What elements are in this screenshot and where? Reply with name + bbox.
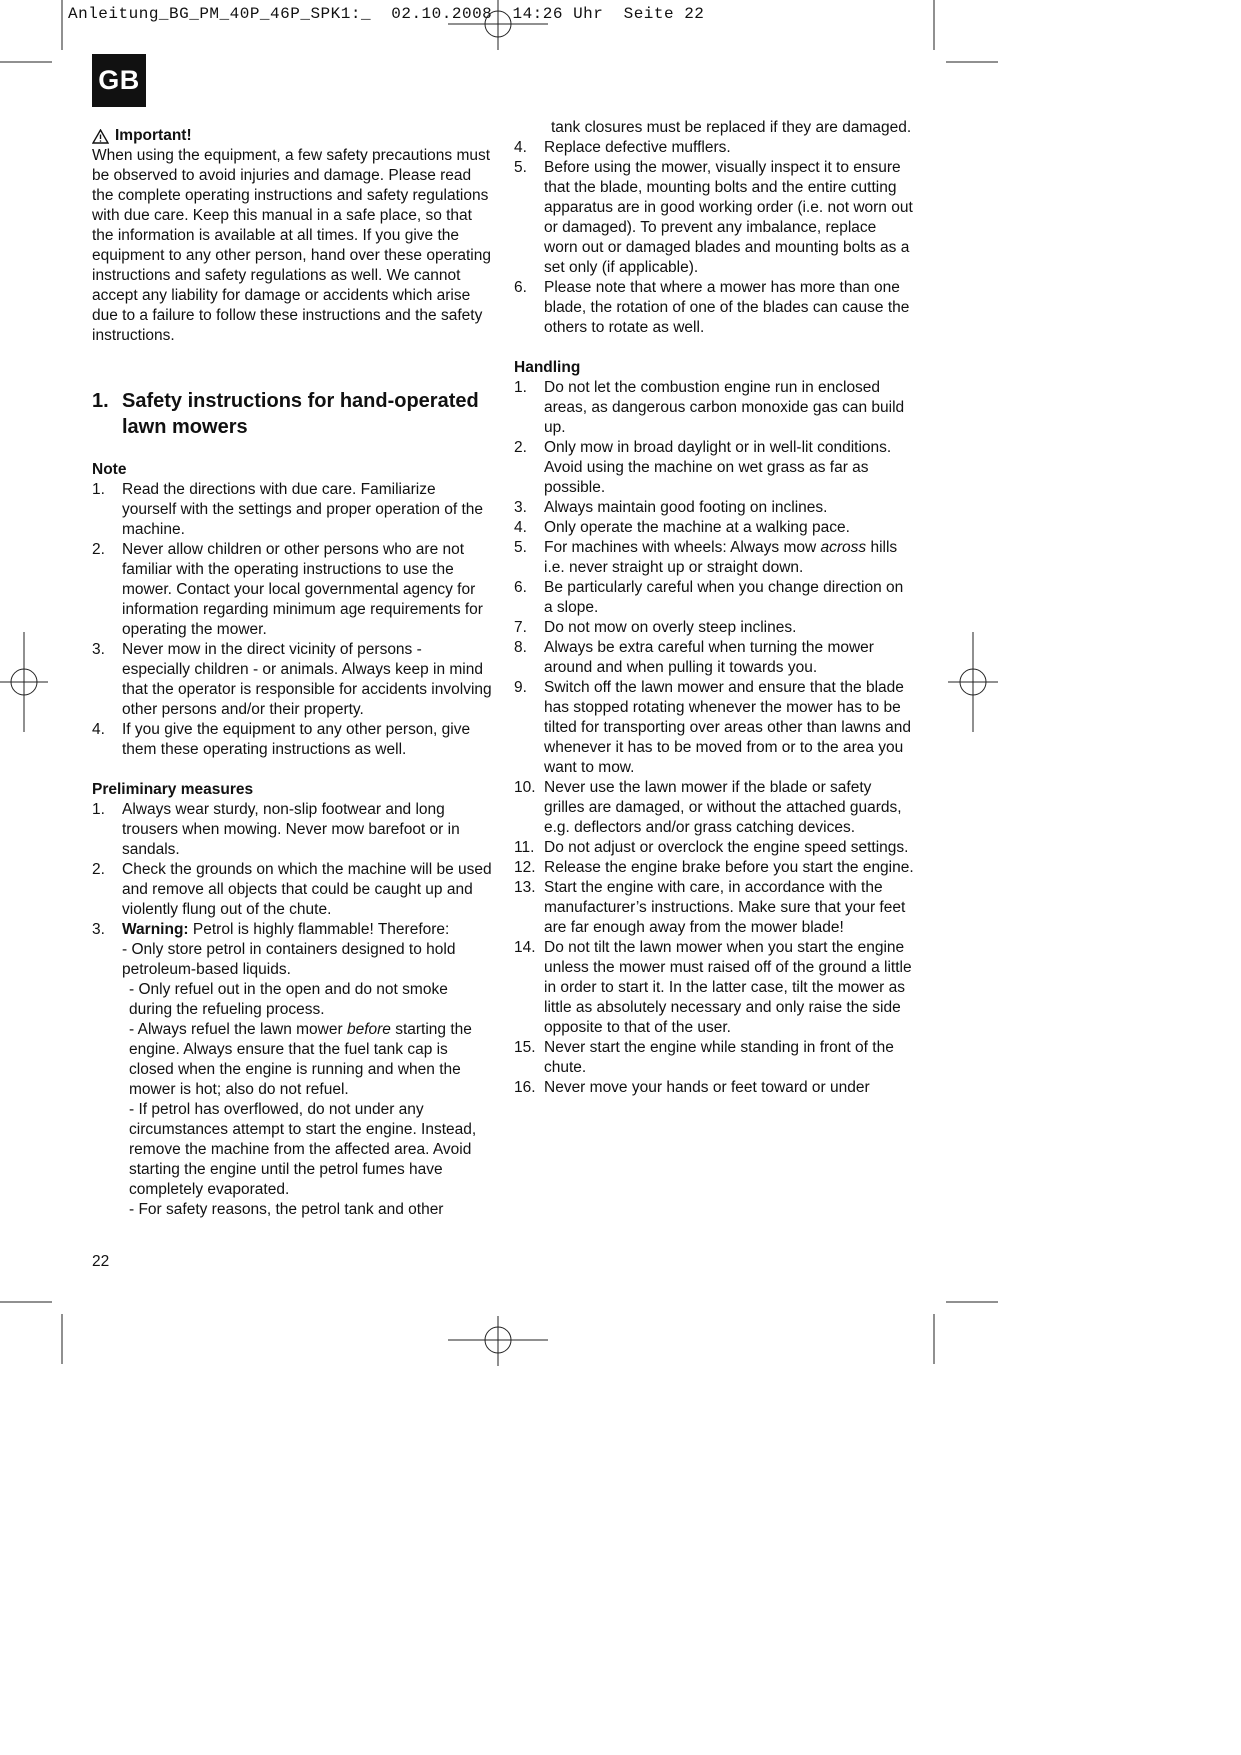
list-item	[92, 540, 492, 640]
item-text: Replace defective mufflers.	[544, 139, 731, 156]
item-number: 12.	[514, 859, 536, 876]
important-text: When using the equipment, a few safety precautions must be observed to avoid injuries and damage. Please read the complete operating instructions and safety regulations with due care. Keep this manual in a safe place, so that the information is available at all times. If you give the equipment to any other person, hand over these operating instructions and safety regulations as well. We cannot accept any liability for damage or accidents which arise due to a failure to follow these instructions and the safety instructions.	[92, 147, 491, 344]
item-text: Do not adjust or overclock the engine speed settings.	[544, 839, 909, 856]
note-list	[92, 480, 492, 760]
list-item	[514, 638, 914, 678]
list-item	[514, 498, 914, 518]
item-text: Check the grounds on which the machine will be used and remove all objects that could be caught up and violently flung out of the chute.	[122, 861, 492, 918]
list-item	[514, 618, 914, 638]
handling-heading: Handling	[514, 359, 581, 376]
item-text	[544, 538, 914, 578]
item-number: 3.	[92, 641, 105, 658]
dash-item-continued: tank closures must be replaced if they are damaged.	[551, 119, 912, 136]
registration-mark-left	[0, 632, 48, 732]
list-item	[92, 640, 492, 720]
list-item	[514, 538, 914, 578]
item-text: Only operate the machine at a walking pace.	[544, 519, 850, 536]
item-text: Please note that where a mower has more than one blade, the rotation of one of the blades can cause the others to rotate as well.	[544, 279, 910, 336]
item-number: 2.	[514, 439, 527, 456]
section-number: 1.	[92, 390, 109, 412]
preliminary-heading: Preliminary measures	[92, 781, 254, 798]
section-heading	[92, 388, 492, 440]
item-text: Start the engine with care, in accordance with the manufacturer’s instructions. Make sure that your feet are far enough away from the mower blade!	[544, 879, 906, 936]
preliminary-list-continued	[514, 138, 914, 338]
dash-text: starting the engine. Always ensure that the fuel tank cap is closed when the engine is running and when the mower is hot; also do not refuel.	[129, 1021, 472, 1098]
list-item	[514, 858, 914, 878]
item-number: 1.	[92, 801, 105, 818]
handling-list	[514, 378, 914, 1098]
registration-mark-bottom	[448, 1316, 548, 1366]
item-number: 13.	[514, 879, 536, 896]
item-text: Only mow in broad daylight or in well-lit conditions. Avoid using the machine on wet grass as far as possible.	[544, 439, 892, 496]
dash-item: - For safety reasons, the petrol tank and other	[129, 1201, 444, 1218]
preliminary-list	[92, 800, 492, 1220]
list-item	[514, 438, 914, 498]
dash-item	[122, 1020, 492, 1100]
item-text: Before using the mower, visually inspect it to ensure that the blade, mounting bolts and the entire cutting apparatus are in good working order (i.e. not worn out or damaged). To prevent any imbalance, replace worn out or damaged blades and mounting bolts as a set only (if applicable).	[544, 159, 913, 276]
item-number: 3.	[514, 499, 527, 516]
dash-item: - Only refuel out in the open and do not smoke during the refueling process.	[129, 981, 448, 1018]
item-text: Always maintain good footing on inclines.	[544, 499, 828, 516]
item-number: 4.	[92, 721, 105, 738]
list-item	[514, 158, 914, 278]
item-text: Never use the lawn mower if the blade or safety grilles are damaged, or without the attached guards, e.g. deflectors and/or grass catching devices.	[544, 779, 902, 836]
item-text: Never move your hands or feet toward or under	[544, 1079, 870, 1096]
item-text: Do not mow on overly steep inclines.	[544, 619, 797, 636]
warning-triangle-icon	[92, 129, 109, 144]
list-item	[514, 518, 914, 538]
item-text	[122, 920, 492, 1220]
list-item	[92, 720, 492, 760]
left-column	[92, 126, 492, 1220]
item-text-italic: across	[820, 539, 867, 556]
item-number: 7.	[514, 619, 527, 636]
item-text: Always wear sturdy, non-slip footwear and long trousers when mowing. Never mow barefoot or in sandals.	[122, 801, 460, 858]
item-number: 6.	[514, 579, 527, 596]
list-item	[514, 838, 914, 858]
item-number: 3.	[92, 921, 105, 938]
dash-text: - Always refuel the lawn mower	[129, 1021, 347, 1038]
item-number: 2.	[92, 861, 105, 878]
item-number: 16.	[514, 1079, 536, 1096]
list-item	[514, 878, 914, 938]
list-item	[92, 920, 492, 1220]
item-text: Release the engine brake before you start the engine.	[544, 859, 914, 876]
item-text-part: hills i.e. never straight up or straight down.	[544, 539, 898, 576]
list-item	[514, 578, 914, 618]
language-badge: GB	[92, 54, 146, 107]
warning-text: Petrol is highly flammable! Therefore:	[188, 921, 450, 938]
registration-mark-right	[948, 632, 998, 732]
item-number: 8.	[514, 639, 527, 656]
item-text: Read the directions with due care. Familiarize yourself with the settings and proper operation of the machine.	[122, 481, 484, 538]
item-number: 9.	[514, 679, 527, 696]
item-number: 1.	[514, 379, 527, 396]
item-text: Do not tilt the lawn mower when you start the engine unless the mower must raised off of the ground a little in order to start it. In the latter case, tilt the mower as little as absolutely necessary and only raise the side opposite to that of the user.	[544, 939, 912, 1036]
important-title: Important!	[115, 127, 192, 144]
item-number: 6.	[514, 279, 527, 296]
item-number: 5.	[514, 159, 527, 176]
item-text-part: For machines with wheels: Always mow	[544, 539, 821, 556]
item-number: 4.	[514, 519, 527, 536]
item-number: 10.	[514, 779, 536, 796]
list-item	[92, 800, 492, 860]
dash-item: - Only store petrol in containers designed to hold petroleum-based liquids.	[122, 941, 456, 978]
list-item	[514, 1038, 914, 1078]
item-text: Do not let the combustion engine run in enclosed areas, as dangerous carbon monoxide gas can build up.	[544, 379, 905, 436]
page-number: 22	[92, 1253, 110, 1270]
warning-label: Warning:	[122, 921, 189, 938]
note-heading: Note	[92, 461, 127, 478]
list-item	[514, 1078, 914, 1098]
right-column	[514, 118, 914, 1098]
item-number: 11.	[514, 839, 535, 856]
item-number: 1.	[92, 481, 105, 498]
item-text: Always be extra careful when turning the mower around and when pulling it towards you.	[544, 639, 874, 676]
dash-item: - If petrol has overflowed, do not under any circumstances attempt to start the engine. Instead, remove the machine from the affected area. Avoid starting the engine until the petrol fumes have completely evaporated.	[129, 1101, 477, 1198]
item-number: 15.	[514, 1039, 536, 1056]
item-number: 4.	[514, 139, 527, 156]
list-item	[92, 860, 492, 920]
item-number: 14.	[514, 939, 536, 956]
section-title: Safety instructions for hand-operated lawn mowers	[122, 390, 479, 438]
important-heading	[92, 126, 492, 146]
item-text: If you give the equipment to any other person, give them these operating instructions as well.	[122, 721, 471, 758]
list-item	[514, 938, 914, 1038]
list-item	[514, 778, 914, 838]
item-number: 2.	[92, 541, 105, 558]
list-item	[514, 278, 914, 338]
warning-line	[122, 920, 492, 940]
item-text: Never mow in the direct vicinity of persons - especially children - or animals. Always keep in mind that the operator is responsible for accidents involving other persons and/or their property.	[122, 641, 492, 718]
item-text: Switch off the lawn mower and ensure that the blade has stopped rotating whenever the mower has to be tilted for transporting over areas other than lawns and whenever it has to be moved from or to the area you want to mow.	[544, 679, 912, 776]
list-item	[92, 480, 492, 540]
registration-mark-top	[448, 0, 548, 50]
dash-italic: before	[346, 1021, 391, 1038]
list-item	[514, 138, 914, 158]
list-item	[514, 378, 914, 438]
item-text: Never start the engine while standing in front of the chute.	[544, 1039, 894, 1076]
list-item	[514, 678, 914, 778]
item-number: 5.	[514, 539, 527, 556]
print-header-line: Anleitung_BG_PM_40P_46P_SPK1:_ 02.10.2008 14:26 Uhr Seite 22	[68, 5, 705, 23]
item-text: Be particularly careful when you change direction on a slope.	[544, 579, 904, 616]
item-text: Never allow children or other persons who are not familiar with the operating instructions to use the mower. Contact your local governmental agency for information regarding minimum age requirements for operating the mower.	[122, 541, 483, 638]
